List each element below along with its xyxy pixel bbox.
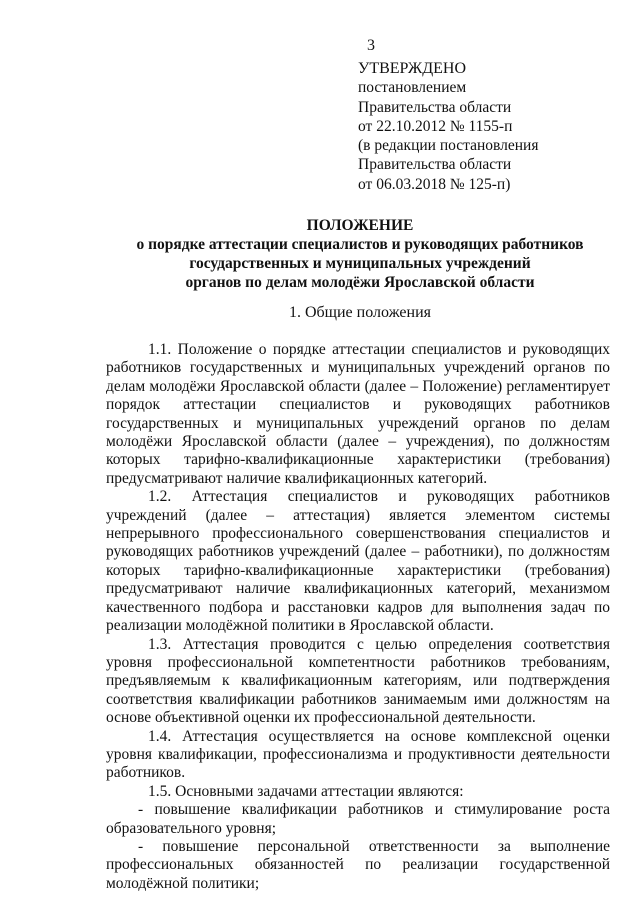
title-line: государственных и муниципальных учреждений	[189, 255, 531, 272]
approval-line: от 22.10.2012 № 1155-п	[358, 117, 513, 135]
document-body	[106, 341, 610, 893]
approval-line: Правительства области	[358, 156, 512, 174]
section-heading: 1. Общие положения	[288, 304, 432, 321]
approval-line: Правительства области	[358, 98, 512, 116]
approval-line: (в редакции постановления	[358, 137, 539, 155]
paragraph: 1.2. Аттестация специалистов и руководящих работников учреждений (далее – аттестация) является элементом системы непрерывного профессионального совершенствования специалистов и руководящих работников учреждений (далее – работники), по должностям которых тарифно-квалификационные характеристики (требования) предусматривают наличие квалификационных категорий, механизмом качественного подбора и расстановки кадров для выполнения задач по реализации молодёжной политики в Ярославской области.	[106, 488, 610, 635]
paragraph: 1.5. Основными задачами аттестации являются:	[148, 782, 464, 800]
list-item: - повышение персональной ответственности за выполнение профессиональных обязанностей по реализации государственной молодёжной политики;	[106, 837, 610, 892]
approval-stamp	[358, 59, 538, 194]
paragraph: 1.3. Аттестация проводится с целью определения соответствия уровня профессиональной компетентности работников требованиям, предъявляемым к квалификационным категориям, или подтверждения соответствия квалификации работников занимаемым ими должностям на основе объективной оценки их профессиональной деятельности.	[106, 635, 610, 727]
approval-line: от 06.03.2018 № 125-п)	[358, 175, 511, 193]
approval-line: постановлением	[358, 79, 467, 97]
paragraph: 1.1. Положение о порядке аттестации специалистов и руководящих работников государственных и муниципальных учреждений органов по делам молодёжи Ярославской области (далее – Положение) регламентирует порядок аттестации специалистов и руководящих работников государственных и муниципальных учреждений органов по делам молодёжи Ярославской области (далее – учреждения), по должностям которых тарифно-квалификационные характеристики (требования) предусматривают наличие квалификационных категорий.	[106, 341, 610, 487]
document-title	[96, 216, 624, 292]
approval-status: УТВЕРЖДЕНО	[358, 60, 467, 77]
paragraph: 1.4. Аттестация осуществляется на основе комплексной оценки уровня квалификации, профессионализма и продуктивности деятельности работников.	[106, 727, 610, 782]
title-line: органов по делам молодёжи Ярославской области	[185, 274, 535, 291]
page-number: 3	[367, 37, 375, 54]
title-main: ПОЛОЖЕНИЕ	[306, 217, 414, 234]
list-item: - повышение квалификации работников и стимулирование роста образовательного уровня;	[106, 801, 610, 837]
title-line: о порядке аттестации специалистов и руководящих работников	[136, 236, 584, 253]
